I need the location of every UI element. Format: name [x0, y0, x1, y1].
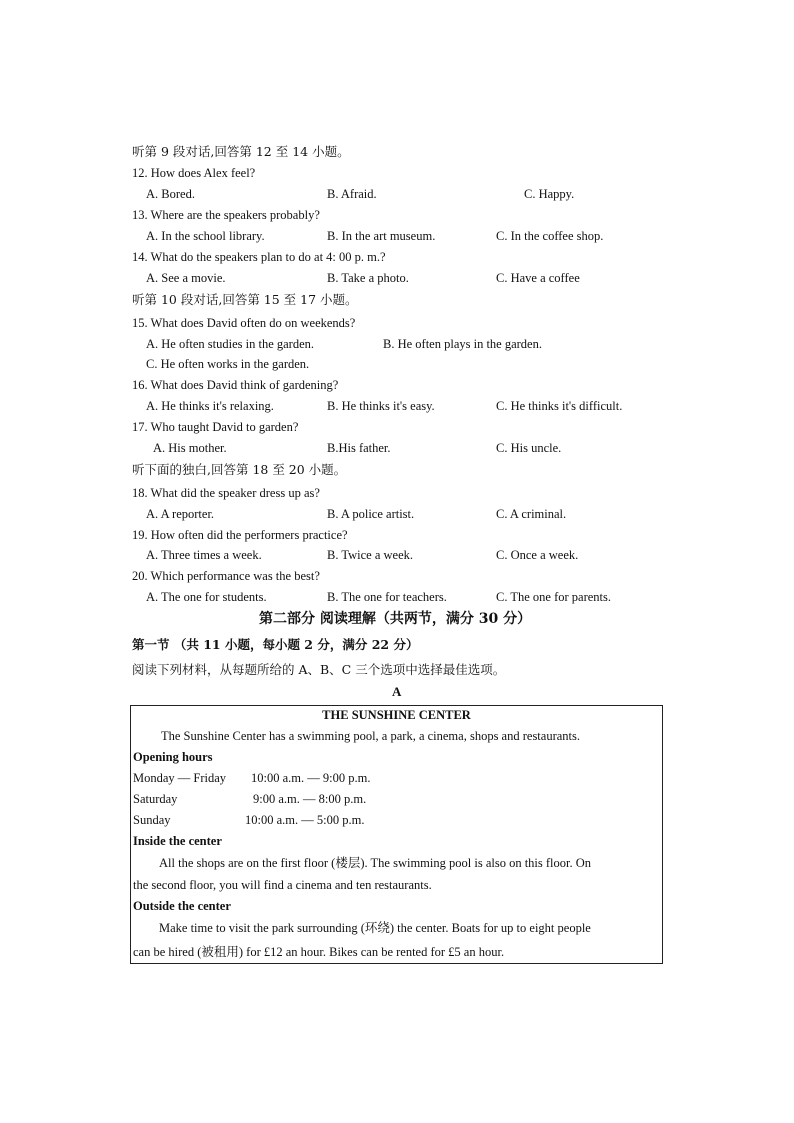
- option-15c: C. He often works in the garden.: [146, 357, 310, 371]
- passage-label: A: [392, 684, 402, 699]
- part2-title: 第二部分 阅读理解（共两节，满分 30 分）: [259, 611, 532, 627]
- option-18b: B. A police artist.: [327, 507, 415, 521]
- hours-time-sunday: 10:00 a.m. — 5:00 p.m.: [245, 813, 365, 827]
- hours-day-weekday: Monday — Friday: [133, 771, 227, 785]
- question-12: 12. How does Alex feel?: [132, 166, 256, 180]
- inside-text-line2: the second floor, you will find a cinema and ten restaurants.: [133, 878, 432, 892]
- question-13: 13. Where are the speakers probably?: [132, 208, 320, 222]
- option-13a: A. In the school library.: [146, 229, 265, 243]
- listening-monologue: 听下面的独白,回答第 18 至 20 小题。: [132, 462, 347, 477]
- question-16: 16. What does David think of gardening?: [132, 378, 339, 392]
- question-18: 18. What did the speaker dress up as?: [132, 486, 320, 500]
- notice-box: [130, 705, 663, 964]
- question-14: 14. What do the speakers plan to do at 4: 00 p. m.?: [132, 250, 386, 264]
- option-17b: B.His father.: [327, 441, 391, 455]
- option-12c: C. Happy.: [524, 187, 575, 201]
- option-14a: A. See a movie.: [146, 271, 226, 285]
- option-16c: C. He thinks it's difficult.: [496, 399, 623, 413]
- question-15: 15. What does David often do on weekends?: [132, 316, 356, 330]
- listening-section-9: 听第 9 段对话,回答第 12 至 14 小题。: [132, 144, 350, 159]
- option-16a: A. He thinks it's relaxing.: [146, 399, 274, 413]
- option-18c: C. A criminal.: [496, 507, 567, 521]
- instructions: 阅读下列材料，从每题所给的 A、B、C 三个选项中选择最佳选项。: [132, 662, 506, 677]
- option-19c: C. Once a week.: [496, 548, 579, 562]
- option-20c: C. The one for parents.: [496, 590, 612, 604]
- option-20b: B. The one for teachers.: [327, 590, 447, 604]
- notice-title: THE SUNSHINE CENTER: [322, 708, 471, 722]
- hours-time-saturday: 9:00 a.m. — 8:00 p.m.: [253, 792, 367, 806]
- outside-heading: Outside the center: [133, 899, 231, 913]
- listening-section-10: 听第 10 段对话,回答第 15 至 17 小题。: [132, 292, 358, 307]
- option-20a: A. The one for students.: [146, 590, 267, 604]
- option-15a: A. He often studies in the garden.: [146, 337, 315, 351]
- question-19: 19. How often did the performers practice?: [132, 528, 348, 542]
- option-19a: A. Three times a week.: [146, 548, 262, 562]
- option-17c: C. His uncle.: [496, 441, 562, 455]
- outside-text-line2: can be hired (被租用) for £12 an hour. Bikes can be rented for £5 an hour.: [133, 945, 505, 959]
- question-20: 20. Which performance was the best?: [132, 569, 320, 583]
- question-17: 17. Who taught David to garden?: [132, 420, 299, 434]
- option-13c: C. In the coffee shop.: [496, 229, 604, 243]
- outside-text-line1: Make time to visit the park surrounding (环绕) the center. Boats for up to eight people: [159, 921, 591, 935]
- hours-time-weekday: 10:00 a.m. — 9:00 p.m.: [251, 771, 371, 785]
- section1-title: 第一节 （共 11 小题，每小题 2 分，满分 22 分）: [132, 637, 419, 652]
- notice-intro: The Sunshine Center has a swimming pool, a park, a cinema, shops and restaurants.: [161, 729, 581, 743]
- option-15b: B. He often plays in the garden.: [383, 337, 542, 351]
- option-18a: A. A reporter.: [146, 507, 215, 521]
- inside-heading: Inside the center: [133, 834, 222, 848]
- inside-text-line1: All the shops are on the first floor (楼层). The swimming pool is also on this floor. On: [159, 856, 592, 870]
- option-17a: A. His mother.: [153, 441, 227, 455]
- option-14c: C. Have a coffee: [496, 271, 580, 285]
- option-16b: B. He thinks it's easy.: [327, 399, 435, 413]
- option-14b: B. Take a photo.: [327, 271, 409, 285]
- hours-day-sunday: Sunday: [133, 813, 171, 827]
- option-13b: B. In the art museum.: [327, 229, 436, 243]
- option-12b: B. Afraid.: [327, 187, 377, 201]
- option-12a: A. Bored.: [146, 187, 195, 201]
- hours-day-saturday: Saturday: [133, 792, 178, 806]
- option-19b: B. Twice a week.: [327, 548, 414, 562]
- opening-hours-heading: Opening hours: [133, 750, 213, 764]
